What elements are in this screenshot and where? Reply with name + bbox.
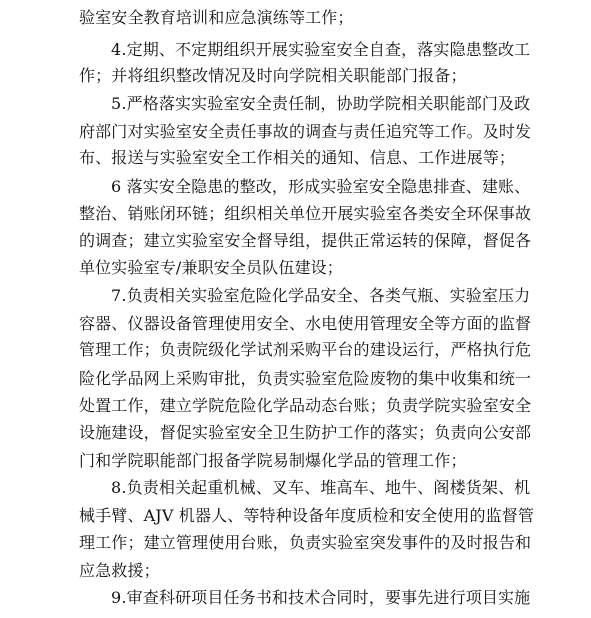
text-line: 管理工作；负责院级化学试剂采购平台的建设运行，严格执行危 — [79, 340, 532, 359]
text-line: 容器、仪器设备管理使用安全、水电使用管理安全等方面的监督 — [79, 314, 532, 333]
text-line: 6 落实安全隐患的整改，形成实验室安全隐患排查、建账、 — [111, 177, 531, 196]
text-line: 应急救援； — [79, 561, 160, 580]
text-line: 门和学院职能部门报备学院易制爆化学品的管理工作； — [79, 451, 467, 470]
text-line: 7.负责相关实验室危险化学品安全、各类气瓶、实验室压力 — [111, 286, 531, 305]
text-line: 的调查；建立实验室安全督导组，提供正常运转的保障，督促各 — [79, 231, 532, 250]
text-line: 8.负责相关起重机械、叉车、堆高车、地牛、阁楼货架、机 — [111, 478, 531, 497]
text-line: 械手臂、AJV 机器人、等特种设备年度质检和安全使用的监督管 — [79, 506, 535, 525]
text-line: 布、报送与实验室安全工作相关的通知、信息、工作进展等； — [79, 148, 516, 167]
text-line: 作；并将组织整改情况及时向学院相关职能部门报备； — [79, 66, 467, 85]
text-line: 验室安全教育培训和应急演练等工作； — [79, 8, 354, 27]
text-line: 9.审查科研项目任务书和技术合同时，要事先进行项目实施 — [111, 588, 531, 607]
text-line: 府部门对实验室安全责任事故的调查与责任追究等工作。及时发 — [79, 122, 532, 141]
text-line: 理工作；建立管理使用台账，负责实验室突发事件的及时报告和 — [79, 533, 532, 552]
text-line: 单位实验室专/兼职安全员队伍建设； — [79, 258, 343, 277]
text-line: 4.定期、不定期组织开展实验室安全自查，落实隐患整改工 — [111, 40, 531, 59]
text-line: 5.严格落实实验室安全责任制，协助学院相关职能部门及政 — [111, 94, 531, 113]
text-line: 整治、销账闭环链；组织相关单位开展实验室各类安全环保事故 — [79, 204, 532, 223]
text-line: 险化学品网上采购审批，负责实验室危险废物的集中收集和统一 — [79, 369, 532, 388]
text-line: 设施建设，督促实验室安全卫生防护工作的落实；负责向公安部 — [79, 423, 532, 442]
text-line: 处置工作，建立学院危险化学品动态台账；负责学院实验室安全 — [79, 396, 532, 415]
